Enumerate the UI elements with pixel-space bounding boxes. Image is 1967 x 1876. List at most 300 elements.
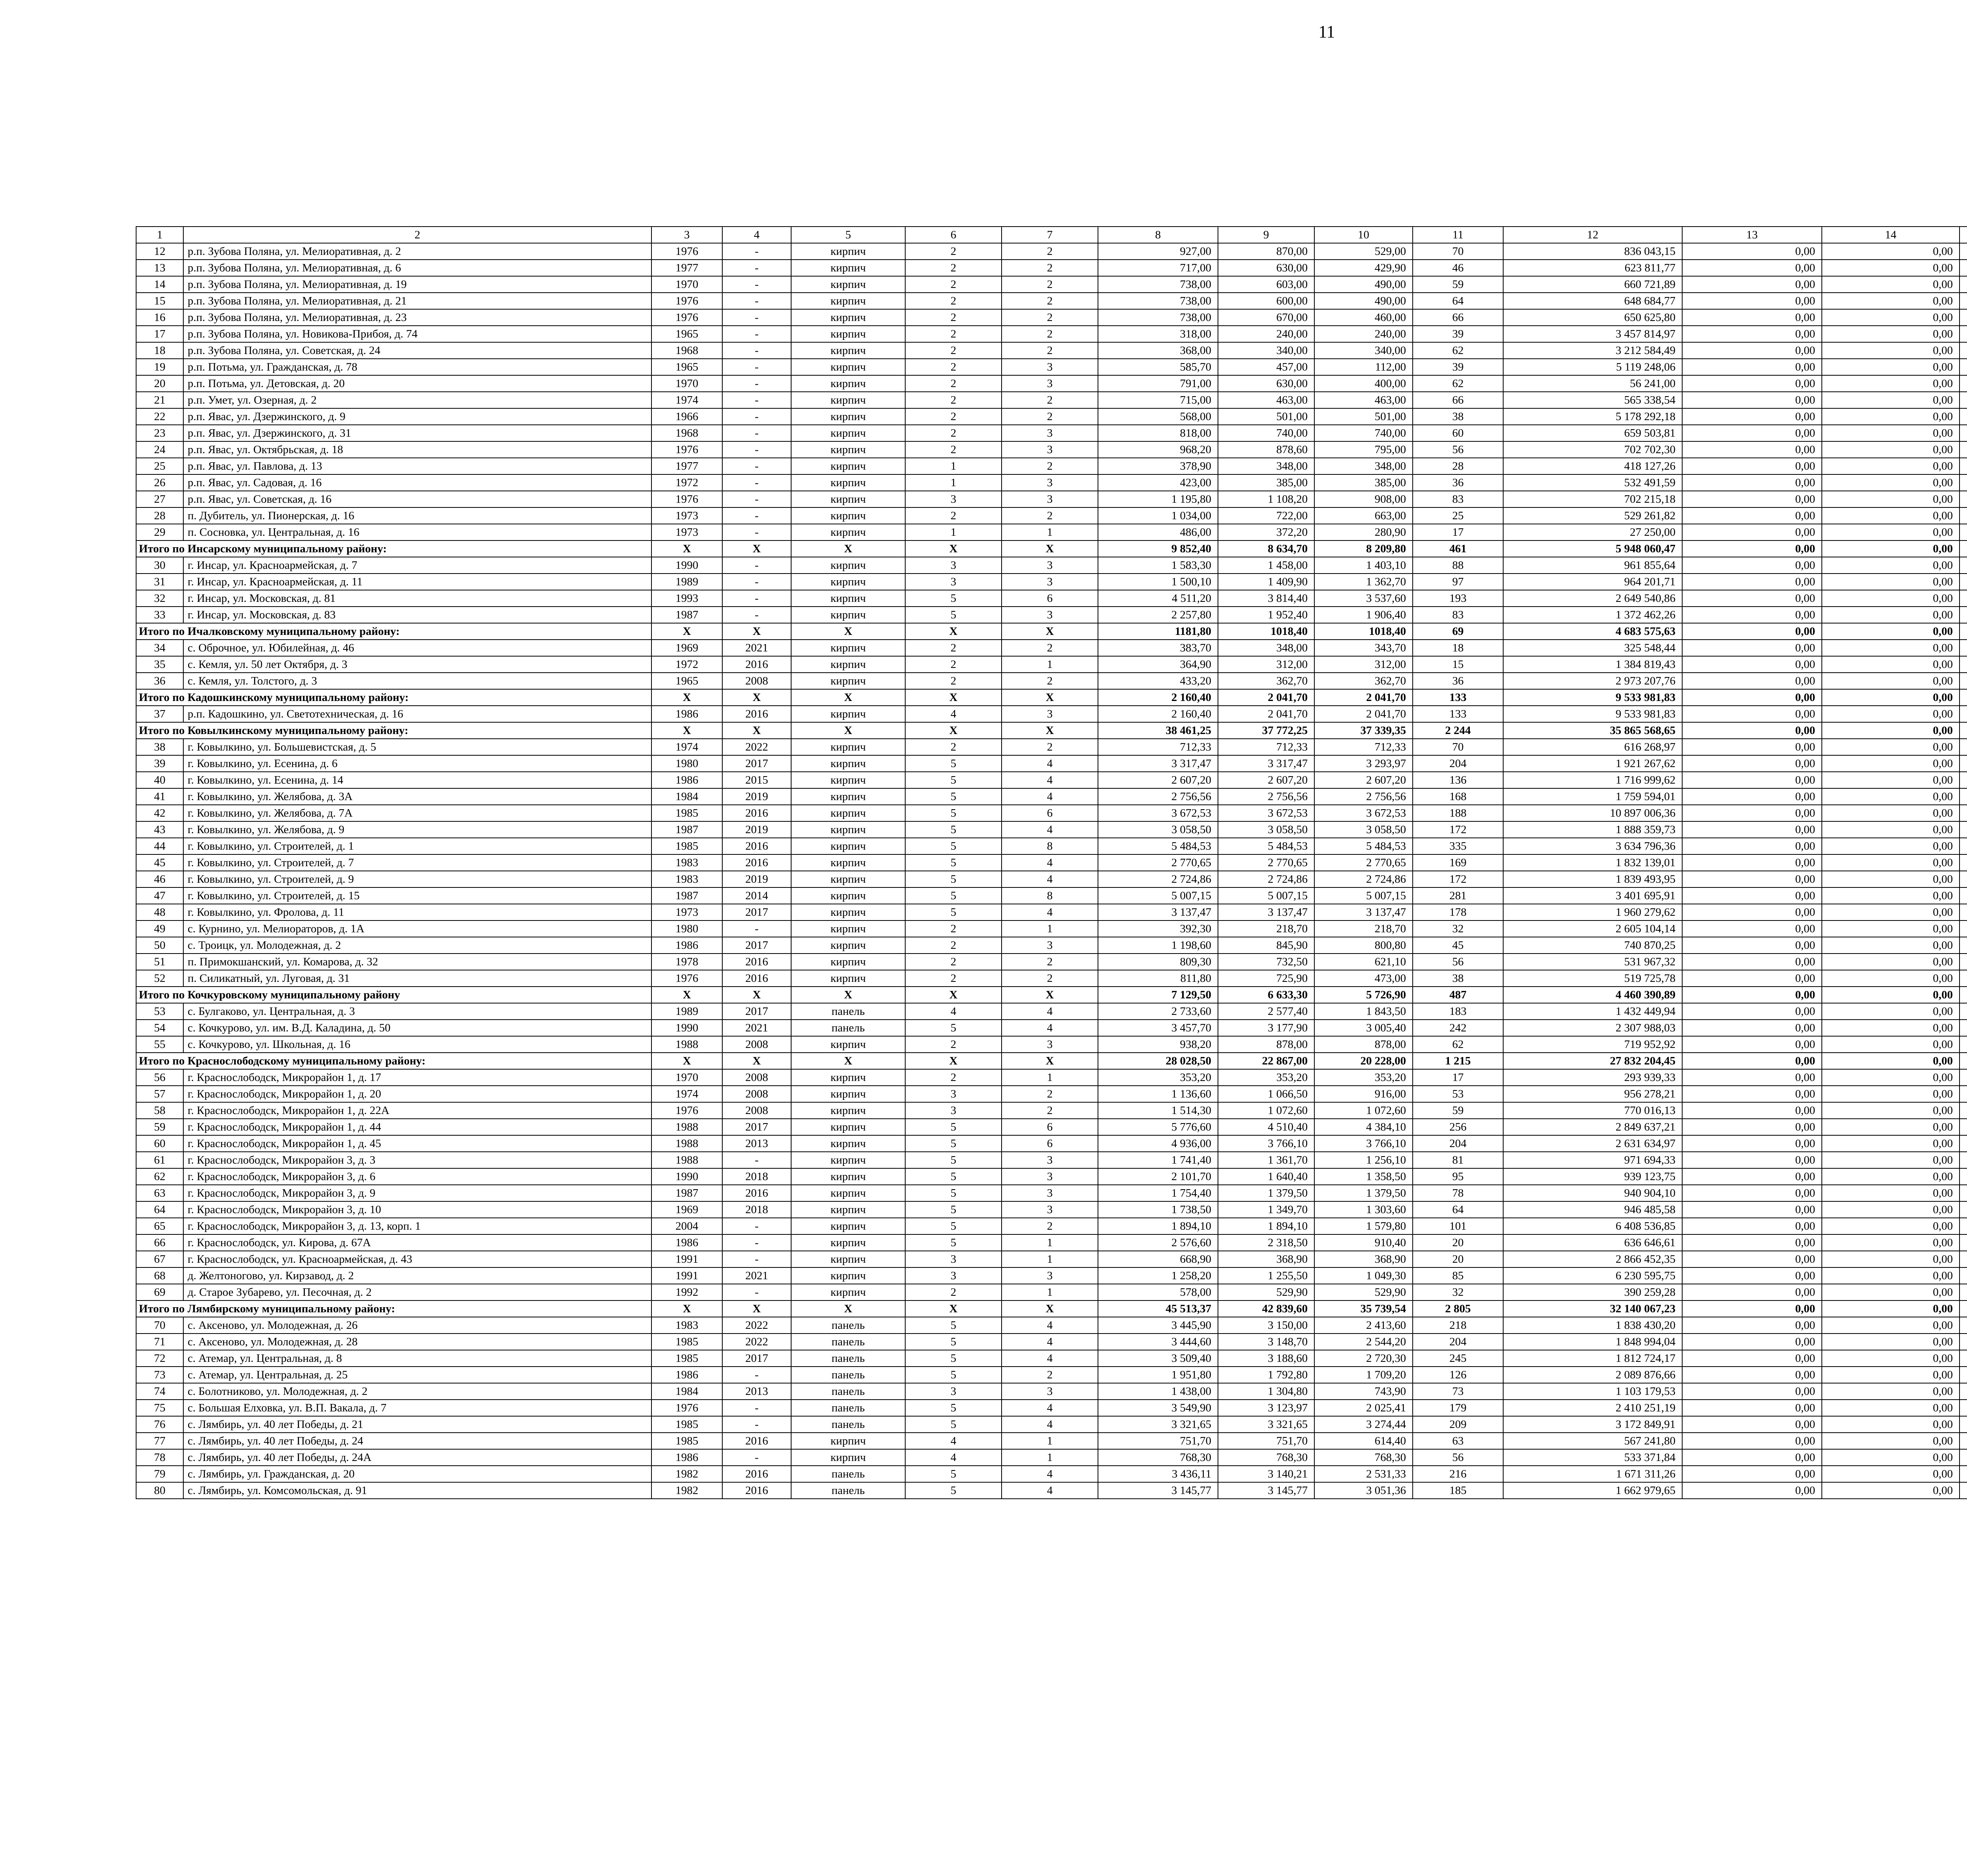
table-cell: 938,20 xyxy=(1098,1036,1218,1053)
table-row xyxy=(136,293,1967,309)
table-cell: 53 xyxy=(1413,1086,1503,1102)
table-cell: 372,20 xyxy=(1218,524,1314,540)
table-cell: 2018 xyxy=(722,1201,791,1218)
column-number: 3 xyxy=(651,227,722,243)
table-cell: кирпич xyxy=(791,871,905,887)
table-cell: 31 xyxy=(136,574,183,590)
table-cell: 3 145,77 xyxy=(1218,1482,1314,1499)
table-cell: 39 xyxy=(136,755,183,772)
table-cell: 0,00 xyxy=(1822,1003,1960,1020)
table-cell: 3 766,10 xyxy=(1218,1135,1314,1152)
total-cell: X xyxy=(651,722,722,739)
table-cell xyxy=(1960,1334,1967,1350)
total-cell: 38 461,25 xyxy=(1098,722,1218,739)
table-row xyxy=(136,1416,1967,1433)
total-cell: X xyxy=(791,623,905,640)
table-cell: 529,00 xyxy=(1314,243,1413,260)
table-cell: 45 xyxy=(1413,937,1503,954)
table-cell: 34 xyxy=(136,640,183,656)
table-cell: 3 672,53 xyxy=(1314,805,1413,821)
table-cell: 65 xyxy=(136,1218,183,1234)
table-cell: 2 413,60 xyxy=(1314,1317,1413,1334)
district-total-label: Итого по Ичалковскому муниципальному району: xyxy=(136,623,651,640)
table-cell: 0,00 xyxy=(1682,557,1822,574)
table-cell: 1 384 819,43 xyxy=(1503,656,1682,673)
table-cell: 17 xyxy=(136,326,183,342)
table-cell: 57 xyxy=(136,1086,183,1102)
table-cell: 64 xyxy=(136,1201,183,1218)
total-cell: 9 852,40 xyxy=(1098,540,1218,557)
total-cell: X xyxy=(722,689,791,706)
table-cell: 2 xyxy=(1002,954,1098,970)
table-cell: 1 671 311,26 xyxy=(1503,1466,1682,1482)
table-cell: 1 072,60 xyxy=(1314,1102,1413,1119)
table-row xyxy=(136,1367,1967,1383)
table-cell: 2 xyxy=(905,673,1002,689)
table-cell: 1976 xyxy=(651,243,722,260)
table-cell: 0,00 xyxy=(1682,1003,1822,1020)
table-cell: 136 xyxy=(1413,772,1503,788)
table-cell: 1969 xyxy=(651,640,722,656)
table-cell: 1965 xyxy=(651,673,722,689)
table-cell: - xyxy=(722,243,791,260)
table-cell: 0,00 xyxy=(1822,854,1960,871)
table-cell xyxy=(1960,507,1967,524)
table-cell: кирпич xyxy=(791,788,905,805)
table-cell: 2018 xyxy=(722,1168,791,1185)
table-cell: 204 xyxy=(1413,1334,1503,1350)
table-cell: 0,00 xyxy=(1822,838,1960,854)
table-cell: 501,00 xyxy=(1218,408,1314,425)
table-cell: 5 xyxy=(905,904,1002,920)
table-cell: - xyxy=(722,1234,791,1251)
table-cell: 4 xyxy=(1002,854,1098,871)
table-cell: 1976 xyxy=(651,293,722,309)
table-cell: 668,90 xyxy=(1098,1251,1218,1267)
table-cell: - xyxy=(722,1449,791,1466)
total-cell: 5 726,90 xyxy=(1314,987,1413,1003)
table-cell: 59 xyxy=(1413,276,1503,293)
table-cell: 722,00 xyxy=(1218,507,1314,524)
table-cell: кирпич xyxy=(791,904,905,920)
table-cell: 78 xyxy=(1413,1185,1503,1201)
table-cell xyxy=(1960,887,1967,904)
table-cell: 0,00 xyxy=(1682,920,1822,937)
table-cell: 6 230 595,75 xyxy=(1503,1267,1682,1284)
table-cell: 368,90 xyxy=(1218,1251,1314,1267)
table-cell: 939 123,75 xyxy=(1503,1168,1682,1185)
table-cell: 5 xyxy=(905,838,1002,854)
table-cell: 519 725,78 xyxy=(1503,970,1682,987)
table-cell: 353,20 xyxy=(1314,1069,1413,1086)
table-cell: кирпич xyxy=(791,1135,905,1152)
table-cell: 2 101,70 xyxy=(1098,1168,1218,1185)
table-cell: 312,00 xyxy=(1218,656,1314,673)
address-cell: г. Ковылкино, ул. Строителей, д. 7 xyxy=(183,854,651,871)
table-cell: - xyxy=(722,1152,791,1168)
address-cell: с. Атемар, ул. Центральная, д. 25 xyxy=(183,1367,651,1383)
table-cell: 429,90 xyxy=(1314,260,1413,276)
table-cell: 0,00 xyxy=(1682,574,1822,590)
table-cell: 18 xyxy=(1413,640,1503,656)
table-cell: кирпич xyxy=(791,260,905,276)
table-cell: 1 709,20 xyxy=(1314,1367,1413,1383)
table-cell: 85 xyxy=(1413,1267,1503,1284)
table-cell: 3 xyxy=(1002,607,1098,623)
table-cell xyxy=(1960,607,1967,623)
address-cell: с. Троицк, ул. Молодежная, д. 2 xyxy=(183,937,651,954)
table-cell: 340,00 xyxy=(1314,342,1413,359)
total-cell: X xyxy=(651,540,722,557)
table-cell xyxy=(1960,375,1967,392)
table-cell: 2 724,86 xyxy=(1314,871,1413,887)
table-cell: 809,30 xyxy=(1098,954,1218,970)
table-cell: кирпич xyxy=(791,574,905,590)
table-cell: 0,00 xyxy=(1682,640,1822,656)
table-cell xyxy=(1960,739,1967,755)
address-cell: г. Инсар, ул. Красноармейская, д. 7 xyxy=(183,557,651,574)
table-cell: 2017 xyxy=(722,1119,791,1135)
table-cell: 4 xyxy=(905,1449,1002,1466)
table-cell: 2 xyxy=(1002,507,1098,524)
table-cell: 0,00 xyxy=(1682,954,1822,970)
table-cell: 0,00 xyxy=(1822,1267,1960,1284)
table-cell: 1980 xyxy=(651,755,722,772)
table-cell: 1985 xyxy=(651,1334,722,1350)
table-cell: 183 xyxy=(1413,1003,1503,1020)
table-cell: 486,00 xyxy=(1098,524,1218,540)
table-cell: 2 xyxy=(905,392,1002,408)
table-row xyxy=(136,458,1967,474)
table-cell: 3 212 584,49 xyxy=(1503,342,1682,359)
table-cell: 670,00 xyxy=(1218,309,1314,326)
table-cell: 2 577,40 xyxy=(1218,1003,1314,1020)
table-cell: 0,00 xyxy=(1682,342,1822,359)
table-cell xyxy=(1960,920,1967,937)
table-cell: 47 xyxy=(136,887,183,904)
table-row xyxy=(136,1069,1967,1086)
table-cell: 463,00 xyxy=(1218,392,1314,408)
total-cell: 0,00 xyxy=(1822,722,1960,739)
total-cell: X xyxy=(722,1053,791,1069)
total-cell: X xyxy=(1002,722,1098,739)
table-cell: 2 849 637,21 xyxy=(1503,1119,1682,1135)
table-cell: 4 xyxy=(1002,772,1098,788)
table-cell: 25 xyxy=(1413,507,1503,524)
total-cell: 8 209,80 xyxy=(1314,540,1413,557)
table-cell: 6 xyxy=(1002,805,1098,821)
total-cell: X xyxy=(905,689,1002,706)
table-cell xyxy=(1960,524,1967,540)
total-cell: X xyxy=(905,1300,1002,1317)
table-cell xyxy=(1960,1267,1967,1284)
address-cell: г. Краснослободск, Микрорайон 1, д. 44 xyxy=(183,1119,651,1135)
table-cell: 1 195,80 xyxy=(1098,491,1218,507)
table-row xyxy=(136,739,1967,755)
table-cell: 2 257,80 xyxy=(1098,607,1218,623)
table-cell: 1976 xyxy=(651,309,722,326)
table-cell: 1 848 994,04 xyxy=(1503,1334,1682,1350)
table-cell: 490,00 xyxy=(1314,276,1413,293)
total-cell xyxy=(1960,689,1967,706)
table-cell xyxy=(1960,1350,1967,1367)
table-cell: 0,00 xyxy=(1682,276,1822,293)
table-cell: 4 xyxy=(905,1003,1002,1020)
table-cell: 2 xyxy=(905,1284,1002,1300)
table-cell xyxy=(1960,706,1967,722)
table-cell: 0,00 xyxy=(1682,1466,1822,1482)
table-cell: 1965 xyxy=(651,359,722,375)
table-cell: 172 xyxy=(1413,821,1503,838)
table-cell: 2 649 540,86 xyxy=(1503,590,1682,607)
total-cell: 0,00 xyxy=(1682,689,1822,706)
total-cell: X xyxy=(1002,1300,1098,1317)
table-cell: 1983 xyxy=(651,854,722,871)
table-cell: кирпич xyxy=(791,309,905,326)
table-cell: 1 960 279,62 xyxy=(1503,904,1682,920)
table-cell: панель xyxy=(791,1466,905,1482)
table-cell: 6 408 536,85 xyxy=(1503,1218,1682,1234)
table-cell: 1970 xyxy=(651,1069,722,1086)
address-cell: г. Ковылкино, ул. Желябова, д. 9 xyxy=(183,821,651,838)
table-cell: 55 xyxy=(136,1036,183,1053)
table-cell: 0,00 xyxy=(1822,1020,1960,1036)
table-cell: 4 xyxy=(1002,755,1098,772)
table-cell: 4 384,10 xyxy=(1314,1119,1413,1135)
table-cell: 1 832 139,01 xyxy=(1503,854,1682,871)
column-number xyxy=(1960,227,1967,243)
table-cell: 1989 xyxy=(651,574,722,590)
total-cell: 4 683 575,63 xyxy=(1503,623,1682,640)
table-cell: 6 xyxy=(1002,1119,1098,1135)
table-cell: 348,00 xyxy=(1314,458,1413,474)
table-cell xyxy=(1960,1449,1967,1466)
table-cell: 66 xyxy=(1413,309,1503,326)
table-cell: 0,00 xyxy=(1822,425,1960,441)
total-cell: X xyxy=(905,987,1002,1003)
table-cell: 36 xyxy=(136,673,183,689)
total-cell: 28 028,50 xyxy=(1098,1053,1218,1069)
table-cell: панель xyxy=(791,1317,905,1334)
table-cell: 870,00 xyxy=(1218,243,1314,260)
table-cell: 0,00 xyxy=(1682,607,1822,623)
table-cell: 743,90 xyxy=(1314,1383,1413,1400)
total-cell: 0,00 xyxy=(1682,540,1822,557)
table-cell: 1986 xyxy=(651,1449,722,1466)
table-row xyxy=(136,1152,1967,1168)
table-cell: 53 xyxy=(136,1003,183,1020)
table-cell: 5 178 292,18 xyxy=(1503,408,1682,425)
table-cell xyxy=(1960,821,1967,838)
table-cell: 0,00 xyxy=(1682,1135,1822,1152)
total-cell: X xyxy=(791,1053,905,1069)
table-row xyxy=(136,1433,1967,1449)
district-total-row xyxy=(136,1053,1967,1069)
table-row xyxy=(136,326,1967,342)
table-cell: 23 xyxy=(136,425,183,441)
table-cell: 20 xyxy=(136,375,183,392)
table-row xyxy=(136,706,1967,722)
address-cell: г. Ковылкино, ул. Желябова, д. 7А xyxy=(183,805,651,821)
table-cell: 2008 xyxy=(722,673,791,689)
table-cell: 578,00 xyxy=(1098,1284,1218,1300)
table-cell: 240,00 xyxy=(1314,326,1413,342)
table-cell: 56 xyxy=(136,1069,183,1086)
table-cell: 1991 xyxy=(651,1251,722,1267)
address-cell: с. Большая Елховка, ул. В.П. Вакала, д. 7 xyxy=(183,1400,651,1416)
table-cell: 0,00 xyxy=(1822,243,1960,260)
table-cell xyxy=(1960,871,1967,887)
table-cell: 3 672,53 xyxy=(1098,805,1218,821)
table-cell: 0,00 xyxy=(1822,359,1960,375)
column-number: 12 xyxy=(1503,227,1682,243)
table-cell: 1 438,00 xyxy=(1098,1383,1218,1400)
table-cell: кирпич xyxy=(791,408,905,425)
table-cell: 712,33 xyxy=(1218,739,1314,755)
table-cell: 2019 xyxy=(722,821,791,838)
table-cell: 97 xyxy=(1413,574,1503,590)
table-cell: 2013 xyxy=(722,1135,791,1152)
table-cell: 0,00 xyxy=(1682,1119,1822,1135)
total-cell: X xyxy=(791,689,905,706)
table-cell: 1 716 999,62 xyxy=(1503,772,1682,788)
table-cell xyxy=(1960,640,1967,656)
district-total-row xyxy=(136,540,1967,557)
table-cell: - xyxy=(722,392,791,408)
table-cell: 1968 xyxy=(651,342,722,359)
table-cell: 2 xyxy=(1002,243,1098,260)
table-cell: 2 xyxy=(1002,739,1098,755)
table-cell: 3 xyxy=(1002,375,1098,392)
table-cell: 0,00 xyxy=(1682,838,1822,854)
table-cell: - xyxy=(722,260,791,276)
table-cell: 0,00 xyxy=(1822,1168,1960,1185)
table-cell: 1973 xyxy=(651,524,722,540)
table-cell: 1992 xyxy=(651,1284,722,1300)
table-cell: 1984 xyxy=(651,788,722,805)
table-cell: 32 xyxy=(1413,920,1503,937)
table-cell: 5 xyxy=(905,1416,1002,1433)
table-cell: 0,00 xyxy=(1822,755,1960,772)
table-cell: 4 xyxy=(1002,1334,1098,1350)
table-cell: 0,00 xyxy=(1822,1284,1960,1300)
address-cell: г. Краснослободск, Микрорайон 3, д. 13, корп. 1 xyxy=(183,1218,651,1234)
table-cell: 2 973 207,76 xyxy=(1503,673,1682,689)
table-cell: 623 811,77 xyxy=(1503,260,1682,276)
table-cell: 971 694,33 xyxy=(1503,1152,1682,1168)
table-cell: 1968 xyxy=(651,425,722,441)
table-cell: кирпич xyxy=(791,441,905,458)
table-cell xyxy=(1960,309,1967,326)
table-cell: 0,00 xyxy=(1822,821,1960,838)
table-cell: 2013 xyxy=(722,1383,791,1400)
table-cell: 5 xyxy=(905,1482,1002,1499)
table-cell: кирпич xyxy=(791,838,905,854)
table-cell xyxy=(1960,1036,1967,1053)
table-cell: 353,20 xyxy=(1098,1069,1218,1086)
table-cell: 927,00 xyxy=(1098,243,1218,260)
table-cell: 0,00 xyxy=(1682,1317,1822,1334)
table-cell: 2 xyxy=(905,739,1002,755)
table-cell: 811,80 xyxy=(1098,970,1218,987)
table-cell: 800,80 xyxy=(1314,937,1413,954)
table-cell: 3 274,44 xyxy=(1314,1416,1413,1433)
table-row xyxy=(136,1168,1967,1185)
table-cell: 738,00 xyxy=(1098,276,1218,293)
address-cell: с. Лямбирь, ул. 40 лет Победы, д. 21 xyxy=(183,1416,651,1433)
table-row xyxy=(136,408,1967,425)
column-number: 2 xyxy=(183,227,651,243)
table-cell: 218,70 xyxy=(1218,920,1314,937)
table-cell: 0,00 xyxy=(1822,954,1960,970)
table-cell: 218,70 xyxy=(1314,920,1413,937)
table-cell: 0,00 xyxy=(1682,788,1822,805)
table-cell: 1 136,60 xyxy=(1098,1086,1218,1102)
table-cell: 5 xyxy=(905,821,1002,838)
table-cell: 0,00 xyxy=(1822,375,1960,392)
table-cell: 2 770,65 xyxy=(1314,854,1413,871)
table-cell: 2 xyxy=(905,326,1002,342)
table-cell: 240,00 xyxy=(1218,326,1314,342)
total-cell: 1 215 xyxy=(1413,1053,1503,1069)
table-cell: 385,00 xyxy=(1218,474,1314,491)
table-cell: 768,30 xyxy=(1098,1449,1218,1466)
column-number: 4 xyxy=(722,227,791,243)
table-cell: 0,00 xyxy=(1822,524,1960,540)
table-cell: 2 xyxy=(905,1036,1002,1053)
table-cell: 433,20 xyxy=(1098,673,1218,689)
table-cell: 2 xyxy=(1002,970,1098,987)
column-number: 1 xyxy=(136,227,183,243)
table-cell: 0,00 xyxy=(1822,970,1960,987)
table-cell: 38 xyxy=(136,739,183,755)
table-cell: 0,00 xyxy=(1822,590,1960,607)
table-cell: 5 xyxy=(905,755,1002,772)
table-cell: 126 xyxy=(1413,1367,1503,1383)
table-cell: 2016 xyxy=(722,1433,791,1449)
table-cell: 2 756,56 xyxy=(1218,788,1314,805)
column-number: 9 xyxy=(1218,227,1314,243)
table-cell: кирпич xyxy=(791,474,905,491)
table-cell: 1990 xyxy=(651,557,722,574)
table-cell: 2 xyxy=(1002,1102,1098,1119)
table-cell: 630,00 xyxy=(1218,375,1314,392)
table-cell: 3 445,90 xyxy=(1098,1317,1218,1334)
table-row xyxy=(136,954,1967,970)
total-cell: X xyxy=(651,623,722,640)
table-cell: 2 041,70 xyxy=(1314,706,1413,722)
table-cell: 3 137,47 xyxy=(1218,904,1314,920)
address-cell: г. Ковылкино, ул. Есенина, д. 14 xyxy=(183,772,651,788)
table-cell: 663,00 xyxy=(1314,507,1413,524)
table-row xyxy=(136,1251,1967,1267)
table-cell: 1977 xyxy=(651,458,722,474)
table-cell: кирпич xyxy=(791,805,905,821)
table-cell: 1 256,10 xyxy=(1314,1152,1413,1168)
table-cell: 423,00 xyxy=(1098,474,1218,491)
table-cell: 0,00 xyxy=(1682,1020,1822,1036)
table-cell: 62 xyxy=(136,1168,183,1185)
table-row xyxy=(136,1135,1967,1152)
table-cell xyxy=(1960,1433,1967,1449)
total-cell: 37 772,25 xyxy=(1218,722,1314,739)
table-cell: 0,00 xyxy=(1682,524,1822,540)
table-cell: 0,00 xyxy=(1682,309,1822,326)
table-cell: 242 xyxy=(1413,1020,1503,1036)
table-cell: 2 410 251,19 xyxy=(1503,1400,1682,1416)
table-cell: 21 xyxy=(136,392,183,408)
table-cell: 738,00 xyxy=(1098,293,1218,309)
